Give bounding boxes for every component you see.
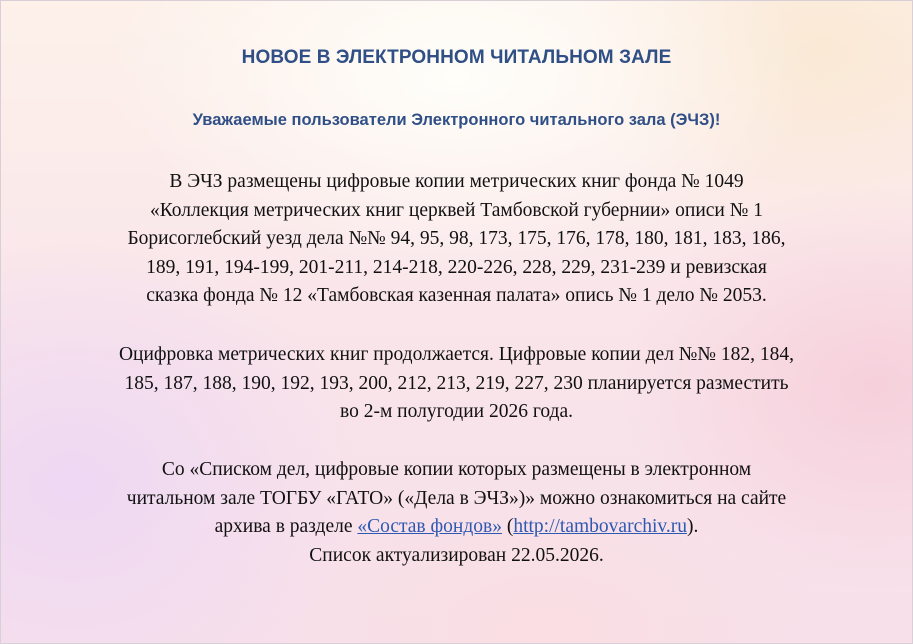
- page-title: НОВОЕ В ЭЛЕКТРОННОМ ЧИТАЛЬНОМ ЗАЛЕ: [241, 47, 672, 68]
- paragraph-line-with-links: [31, 513, 882, 542]
- text-fragment: архива в разделе: [214, 516, 358, 537]
- text-fragment: (: [501, 516, 514, 537]
- paragraph-line: читальном зале ТОГБУ «ГАТО» («Дела в ЭЧЗ»)» можно ознакомиться на сайте: [126, 487, 787, 509]
- paragraph-case-list: [31, 456, 882, 570]
- paragraph-line: Борисоглебский уезд дела №№ 94, 95, 98, 173, 175, 176, 178, 180, 181, 183, 186,: [127, 228, 786, 249]
- archive-site-link[interactable]: http://tambovarchiv.ru: [513, 516, 687, 537]
- funds-composition-link[interactable]: «Состав фондов»: [357, 516, 502, 537]
- paragraph-digitized-books: [31, 168, 882, 311]
- paragraph-line: «Коллекция метрических книг церквей Тамбовской губернии» описи № 1: [150, 199, 763, 221]
- paragraph-line: Со «Списком дел, цифровые копии которых размещены в электронном: [161, 459, 752, 480]
- greeting-heading: Уважаемые пользователи Электронного читального зала (ЭЧЗ)!: [192, 111, 721, 129]
- paragraph-line: Оцифровка метрических книг продолжается. Цифровые копии дел №№ 182, 184,: [118, 344, 795, 365]
- paragraph-digitization-plan: [31, 341, 882, 427]
- paragraph-line: во 2-м полугодии 2026 года.: [340, 401, 573, 422]
- text-fragment: ).: [687, 516, 699, 537]
- paragraph-line: 189, 191, 194-199, 201-211, 214-218, 220-226, 228, 229, 231-239 и ревизская: [146, 256, 767, 278]
- paragraph-line: В ЭЧЗ размещены цифровые копии метрических книг фонда № 1049: [169, 171, 744, 192]
- updated-date-line: Список актуализирован 22.05.2026.: [309, 544, 604, 566]
- paragraph-line: 185, 187, 188, 190, 192, 193, 200, 212, 213, 219, 227, 230 планируется разместить: [124, 372, 789, 394]
- paragraph-line: сказка фонда № 12 «Тамбовская казенная палата» опись № 1 дело № 2053.: [146, 285, 767, 306]
